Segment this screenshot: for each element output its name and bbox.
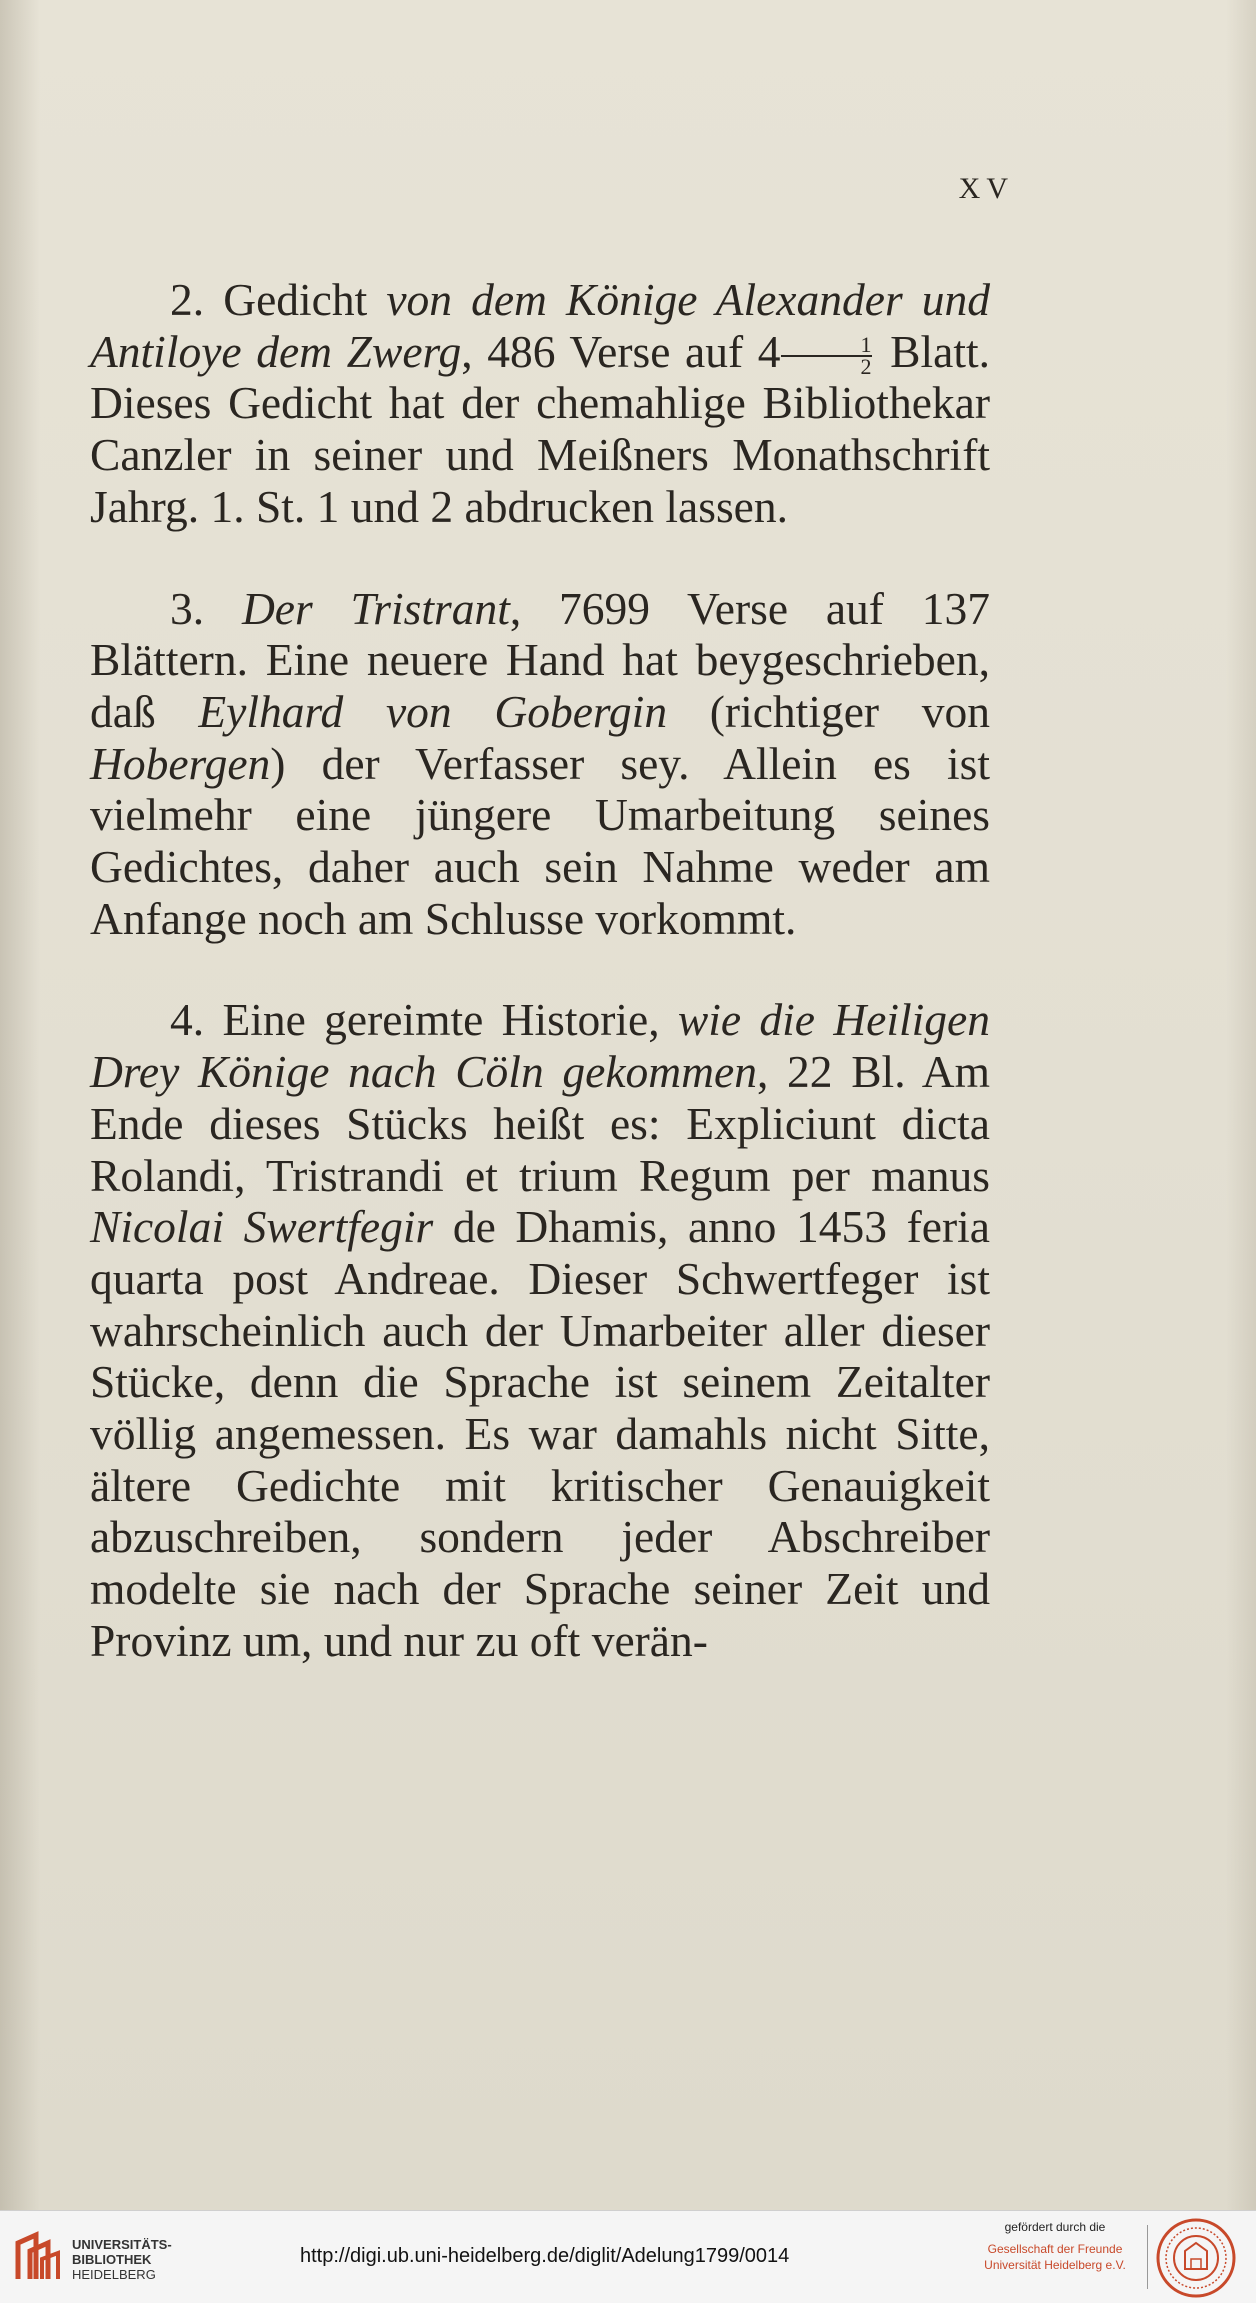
page-url[interactable]: http://digi.ub.uni-heidelberg.de/diglit/Adelung1799/0014 [300, 2245, 790, 2267]
italic-text: wie die Heiligen Drey Könige nach Cöln gekommen [90, 994, 990, 1098]
text-run: Gedicht [204, 274, 387, 325]
italic-text: von dem Könige Alexander und Antiloye dem Zwerg [90, 274, 990, 377]
library-logo-icon [12, 2229, 62, 2285]
italic-text: Der Tristrant [241, 582, 510, 634]
library-name-line3: HEIDELBERG [72, 2267, 156, 2282]
text-run: Blatt. Dieses Gedicht hat der chemahlige Bibliothekar Canzler in seiner und Meißners Monathschrift Jahrg. 1. St. 1 und 2 abdrucken lassen. [90, 325, 991, 532]
text-run: Eine gereimte Historie, [204, 994, 678, 1046]
fraction-denominator: 2 [781, 355, 872, 377]
text-run: de Dhamis, anno 1453 feria quarta post Andreae. Dieser Schwertfeger ist wahrscheinlich auch der Umarbeiter aller dieser Stücke, denn die Sprache ist seinem Zeitalter völlig angemessen. Es war damahls nicht Sitte, ältere Gedichte mit kritischer Genauigkeit abzuschreiben, sondern jeder Abschreiber modelte sie nach der Sprache seiner Zeit und Provinz um, und nur zu oft verän- [90, 1201, 990, 1666]
italic-text: Hobergen [90, 737, 271, 789]
sponsor-org-line1[interactable]: Gesellschaft der Freunde [987, 2242, 1123, 2256]
text-run: ) der Verfasser sey. Allein es ist vielmehr eine jüngere Umarbeitung seines Gedichtes, daher auch sein Nahme weder am Anfange noch am Schlusse vorkommt. [90, 737, 990, 944]
viewer-footer [0, 2210, 1256, 2303]
sponsor-org-line2[interactable]: Universität Heidelberg e.V. [984, 2258, 1126, 2272]
text-run: , 7699 Verse auf 137 Blättern. Eine neuere Hand hat beygeschrieben, daß [90, 582, 991, 737]
paragraph [90, 583, 990, 945]
library-name-line1: UNIVERSITÄTS- [72, 2237, 172, 2252]
paragraph [90, 994, 990, 1666]
university-seal-icon [1155, 2217, 1237, 2299]
library-name-line2: BIBLIOTHEK [72, 2252, 152, 2267]
text-run: , 22 Bl. Am Ende dieses Stücks heißt es: Expliciunt dicta Rolandi, Tristrandi et trium Regum per manus [90, 1046, 990, 1201]
page-number-header: XV [958, 172, 1014, 205]
paragraph-number: 2. [170, 274, 205, 325]
italic-text: Eylhard von Gobergin [198, 685, 668, 737]
paragraph [90, 274, 990, 533]
fraction-numerator: 1 [860, 332, 872, 358]
text-run [204, 583, 242, 634]
italic-text: Nicolai Swertfegir [90, 1201, 434, 1253]
footer-divider [1147, 2225, 1148, 2289]
text-run: , 486 Verse auf 4 [461, 325, 781, 377]
paragraph-number: 4. [170, 994, 205, 1046]
sponsor-credit [970, 2219, 1140, 2273]
library-name [72, 2237, 172, 2282]
sponsor-label: gefördert durch die [1004, 2220, 1106, 2234]
fraction [781, 332, 872, 380]
body-text [90, 274, 990, 1717]
paragraph-number: 3. [170, 582, 205, 634]
text-run: (richtiger von [667, 685, 990, 737]
